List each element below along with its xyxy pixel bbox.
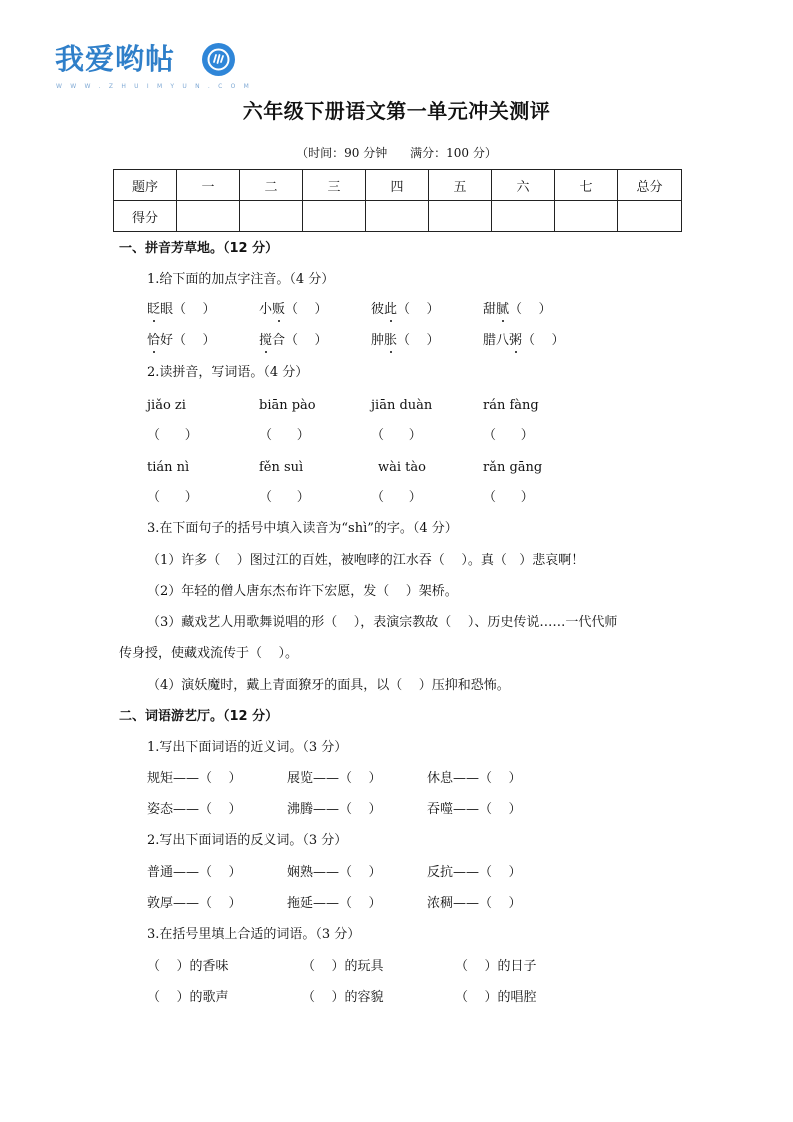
score-table-header-cell: 七 [555, 170, 618, 201]
score-cell [366, 201, 429, 232]
answer-blank: （ ） [259, 490, 310, 505]
s1-q1-item: 恰好（ ） [147, 333, 216, 348]
s1-q1-item: 腊八粥（ ） [483, 333, 565, 348]
fill-phrase-item: （ ）的玩具 [302, 959, 384, 974]
pinyin: wài tào [378, 460, 426, 475]
fill-phrase-item: （ ）的香味 [147, 959, 229, 974]
score-cell [492, 201, 555, 232]
s2-q3-prompt: 3.在括号里填上合适的词语。（3 分） [147, 927, 361, 942]
answer-blank: （ ） [483, 428, 534, 443]
synonym-item: 吞噬——（ ） [427, 802, 522, 817]
s1-q1-prompt: 1.给下面的加点字注音。（4 分） [147, 272, 335, 287]
s1-q1-item: 肿胀（ ） [371, 333, 440, 348]
answer-blank: （ ） [483, 490, 534, 505]
synonym-item: 展览——（ ） [287, 771, 382, 786]
logo-text: 我爱哟帖 [55, 42, 176, 76]
section-1-heading: 一、拼音芳草地。（12 分） [119, 241, 279, 256]
score-cell [303, 201, 366, 232]
fill-phrase-item: （ ）的日子 [455, 959, 537, 974]
score-table-header-cell: 六 [492, 170, 555, 201]
s1-q3-sentence-4: （4）演妖魔时，戴上青面獠牙的面具，以（ ）压抑和恐怖。 [147, 678, 510, 693]
logo-url: W W W . Z H U I M Y U N . C O M [56, 83, 253, 90]
antonym-item: 敦厚——（ ） [147, 896, 242, 911]
fill-phrase-item: （ ）的容貌 [302, 990, 384, 1005]
pinyin: fěn suì [259, 460, 304, 475]
answer-blank: （ ） [147, 428, 198, 443]
pinyin: rǎn gāng [483, 460, 543, 475]
score-table-header-cell: 一 [177, 170, 240, 201]
score-table-header-cell: 三 [303, 170, 366, 201]
score-table-header-cell: 五 [429, 170, 492, 201]
score-table [113, 169, 682, 232]
section-2-heading: 二、词语游艺厅。（12 分） [119, 709, 279, 724]
synonym-item: 姿态——（ ） [147, 802, 242, 817]
fill-phrase-item: （ ）的歌声 [147, 990, 229, 1005]
s1-q3-sentence-1: （1）许多（ ）图过江的百姓，被咆哮的江水吞（ ）。真（ ）悲哀啊！ [147, 553, 585, 568]
antonym-item: 拖延——（ ） [287, 896, 382, 911]
s1-q2-prompt: 2.读拼音，写词语。（4 分） [147, 365, 309, 380]
antonym-item: 普通——（ ） [147, 865, 242, 880]
pinyin: jiān duàn [371, 398, 433, 413]
score-row-label: 得分 [114, 201, 177, 232]
s1-q3-sentence-3-cont: 传身授，使藏戏流传于（ ）。 [119, 646, 299, 661]
s1-q1-item: 甜腻（ ） [483, 302, 552, 317]
pinyin: rán fàng [483, 398, 539, 413]
logo-badge-icon [202, 43, 235, 76]
score-table-header-cell: 总分 [618, 170, 682, 201]
score-table-header-cell: 题序 [114, 170, 177, 201]
answer-blank: （ ） [371, 428, 422, 443]
s1-q1-item: 搅合（ ） [259, 333, 328, 348]
answer-blank: （ ） [371, 490, 422, 505]
antonym-item: 娴熟——（ ） [287, 865, 382, 880]
score-table-header-cell: 四 [366, 170, 429, 201]
fill-phrase-item: （ ）的唱腔 [455, 990, 537, 1005]
site-logo [55, 40, 253, 96]
score-cell [240, 201, 303, 232]
antonym-item: 反抗——（ ） [427, 865, 522, 880]
exam-info: （时间：90 分钟 满分：100 分） [296, 146, 497, 160]
score-cell [429, 201, 492, 232]
s1-q1-item: 眨眼（ ） [147, 302, 216, 317]
score-table-header-cell: 二 [240, 170, 303, 201]
synonym-item: 休息——（ ） [427, 771, 522, 786]
score-table-header-row [114, 170, 682, 201]
score-cell [618, 201, 682, 232]
score-cell [555, 201, 618, 232]
s1-q3-sentence-2: （2）年轻的僧人唐东杰布许下宏愿，发（ ）架桥。 [147, 584, 458, 599]
s2-q2-prompt: 2.写出下面词语的反义词。（3 分） [147, 833, 348, 848]
synonym-item: 规矩——（ ） [147, 771, 242, 786]
s2-q1-prompt: 1.写出下面词语的近义词。（3 分） [147, 740, 348, 755]
s1-q1-item: 小贩（ ） [259, 302, 328, 317]
score-cell [177, 201, 240, 232]
answer-blank: （ ） [147, 490, 198, 505]
s1-q3-sentence-3: （3）藏戏艺人用歌舞说唱的形（ ），表演宗教故（ ）、历史传说……一代代师 [147, 615, 618, 630]
score-table-score-row [114, 201, 682, 232]
pinyin: tián nì [147, 460, 190, 475]
synonym-item: 沸腾——（ ） [287, 802, 382, 817]
s1-q3-prompt: 3.在下面句子的括号中填入读音为“shì”的字。（4 分） [147, 521, 458, 536]
page-title: 六年级下册语文第一单元冲关测评 [242, 99, 551, 123]
answer-blank: （ ） [259, 428, 310, 443]
pinyin: jiǎo zi [147, 398, 186, 413]
pinyin: biān pào [259, 398, 316, 413]
antonym-item: 浓稠——（ ） [427, 896, 522, 911]
s1-q1-item: 彼此（ ） [371, 302, 440, 317]
